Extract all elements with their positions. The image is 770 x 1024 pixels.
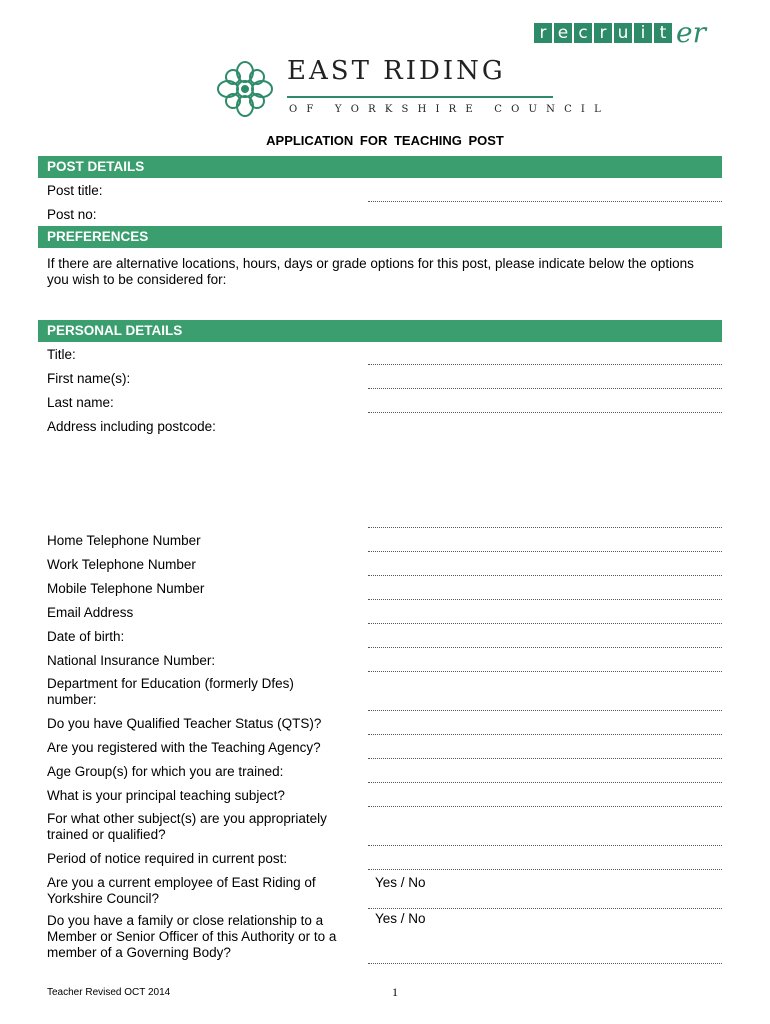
label-post-no: Post no: (47, 207, 97, 222)
field-date-of-birth[interactable] (368, 647, 722, 648)
label-title: Title: (47, 347, 76, 362)
field-qts[interactable] (368, 734, 722, 735)
label-dfe-number: Department for Education (formerly Dfes) number: (47, 676, 294, 707)
label-email: Email Address (47, 605, 134, 620)
field-principal-subject[interactable] (368, 806, 722, 807)
recruiter-letter: c (574, 23, 592, 43)
field-post-title[interactable] (368, 201, 722, 202)
label-last-name: Last name: (47, 395, 114, 410)
council-rule (287, 96, 553, 98)
recruiter-letter: i (634, 23, 652, 43)
council-name: EAST RIDING (287, 56, 506, 86)
page-number: 1 (392, 985, 398, 999)
footer-revision: Teacher Revised OCT 2014 (47, 987, 171, 998)
form-title: APPLICATION FOR TEACHING POST (266, 133, 504, 148)
label-qts: Do you have Qualified Teacher Status (QTS)? (47, 716, 322, 731)
label-post-title: Post title: (47, 183, 103, 198)
field-current-employee[interactable] (368, 908, 722, 909)
field-home-telephone[interactable] (368, 551, 722, 552)
label-date-of-birth: Date of birth: (47, 629, 125, 644)
field-relationship[interactable] (368, 963, 722, 964)
section-preferences: PREFERENCES (38, 226, 722, 248)
label-principal-subject: What is your principal teaching subject? (47, 788, 285, 803)
label-age-groups: Age Group(s) for which you are trained: (47, 764, 284, 779)
relationship-yes-no[interactable]: Yes / No (375, 911, 426, 926)
recruiter-tail: er (676, 16, 706, 49)
field-last-name[interactable] (368, 412, 722, 413)
label-other-subjects: For what other subject(s) are you appropriately trained or qualified? (47, 811, 327, 842)
recruiter-logo (534, 16, 706, 49)
field-other-subjects[interactable] (368, 845, 722, 846)
field-dfe-number[interactable] (368, 710, 722, 711)
field-email[interactable] (368, 623, 722, 624)
recruiter-letter: r (534, 23, 552, 43)
field-ni-number[interactable] (368, 671, 722, 672)
field-address[interactable] (368, 527, 722, 528)
label-ni-number: National Insurance Number: (47, 653, 216, 668)
field-notice-period[interactable] (368, 869, 722, 870)
label-work-telephone: Work Telephone Number (47, 557, 196, 572)
field-age-groups[interactable] (368, 782, 722, 783)
label-mobile-telephone: Mobile Telephone Number (47, 581, 205, 596)
label-address: Address including postcode: (47, 419, 216, 434)
current-employee-yes-no[interactable]: Yes / No (375, 875, 426, 890)
label-relationship: Do you have a family or close relationship to a Member or Senior Officer of this Authority or to a member of a Governing Body? (47, 913, 337, 960)
field-work-telephone[interactable] (368, 575, 722, 576)
recruiter-letter: r (594, 23, 612, 43)
yorkshire-rose-icon (216, 60, 274, 118)
recruiter-letter: t (654, 23, 672, 43)
label-notice-period: Period of notice required in current post: (47, 851, 288, 866)
preferences-instructions: If there are alternative locations, hours, days or grade options for this post, please indicate below the options you wish to be considered for: (47, 256, 694, 287)
council-subtitle: OF YORKSHIRE COUNCIL (289, 104, 610, 115)
section-post-details: POST DETAILS (38, 156, 722, 178)
field-first-names[interactable] (368, 388, 722, 389)
field-teaching-agency[interactable] (368, 758, 722, 759)
label-teaching-agency: Are you registered with the Teaching Agency? (47, 740, 321, 755)
label-current-employee: Are you a current employee of East Riding of Yorkshire Council? (47, 875, 316, 906)
recruiter-letter: u (614, 23, 632, 43)
field-mobile-telephone[interactable] (368, 599, 722, 600)
label-home-telephone: Home Telephone Number (47, 533, 201, 548)
label-first-names: First name(s): (47, 371, 131, 386)
section-personal-details: PERSONAL DETAILS (38, 320, 722, 342)
field-title[interactable] (368, 364, 722, 365)
recruiter-letter: e (554, 23, 572, 43)
